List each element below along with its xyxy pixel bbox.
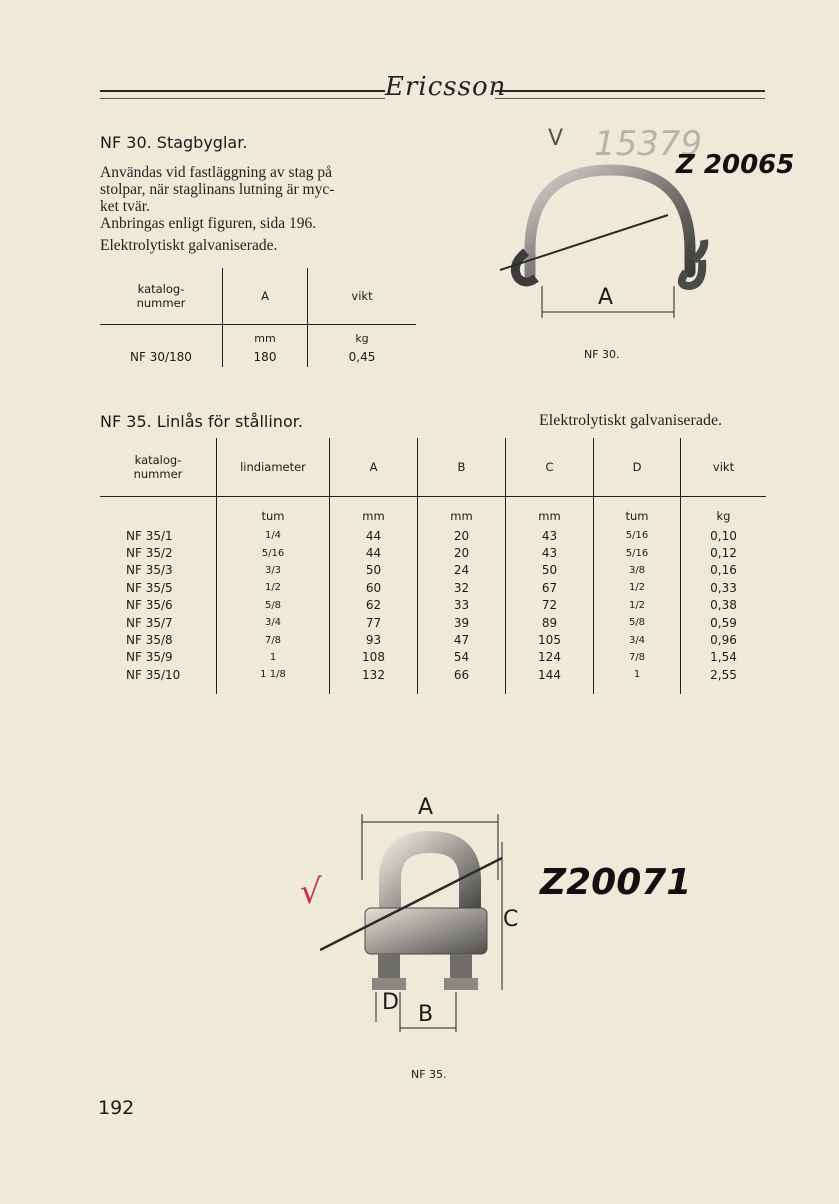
unit-cell: mm [418,497,506,528]
nf30-caption: NF 30. [584,348,620,361]
cell-c: 43 [506,527,594,544]
cell-a: 50 [330,562,418,579]
cell-c: 144 [506,666,594,693]
cell-weight: 2,55 [681,666,767,693]
cell-catalog: NF 35/3 [126,563,173,578]
col-header-line-diameter: lindiameter [217,438,330,497]
cell-catalog: NF 35/9 [126,650,173,665]
cell-c: 89 [506,614,594,631]
cell-b: 47 [418,631,506,648]
cell-weight: 1,54 [681,649,767,666]
col-header-weight: vikt [308,268,417,325]
nf35-title: NF 35. Linlås för stållinor. [100,412,303,431]
cell-d: 7/8 [594,649,681,666]
cell-weight: 0,59 [681,614,767,631]
faint-handwritten-number: 15379 [594,124,703,164]
nf35-dimension-label-b: B [418,1002,434,1027]
cell-c: 67 [506,579,594,596]
cell-d: 5/16 [594,527,681,544]
cell-a: 93 [330,631,418,648]
ericsson-logo: Ericsson [385,72,507,102]
cell-catalog: NF 35/1 [126,528,173,543]
col-header-a: A [223,268,308,325]
table-row [100,666,766,693]
table-units-row [100,497,766,528]
checkmark-top: V [548,126,564,151]
table-row [100,527,766,544]
nf30-desc-line: ket tvär. [100,198,150,215]
col-header-catalog: katalog- nummer [100,438,217,497]
cell-catalog: NF 35/10 [126,667,181,682]
cell-weight: 0,12 [681,544,767,561]
table-row [100,631,766,648]
cell-catalog: NF 35/2 [126,546,173,561]
nf35-galvanized-note: Elektrolytiskt galvaniserade. [539,412,723,429]
cell-line-diameter: 1 1/8 [217,666,330,693]
cell-d: 3/4 [594,631,681,648]
table-header-row [100,438,766,497]
table-units-row [100,325,416,348]
cell-d: 3/8 [594,562,681,579]
table-row [100,347,416,367]
cell-line-diameter: 1/2 [217,579,330,596]
cell-b: 20 [418,544,506,561]
cell-d: 1/2 [594,597,681,614]
nf35-dimension-label-d: D [382,990,399,1015]
cell-a: 132 [330,666,418,693]
cell-catalog: NF 30/180 [130,350,192,364]
table-row [100,562,766,579]
cell-b: 54 [418,649,506,666]
cell-weight: 0,38 [681,597,767,614]
unit-cell: mm [506,497,594,528]
cell-b: 20 [418,527,506,544]
table-row [100,649,766,666]
header-rule-right [495,90,765,99]
page-number: 192 [98,1097,135,1119]
col-header-c: C [506,438,594,497]
unit-cell: tum [594,497,681,528]
table-row [100,614,766,631]
cell-weight: 0,33 [681,579,767,596]
nf35-dimension-label-a: A [418,795,434,820]
col-header-d: D [594,438,681,497]
cell-line-diameter: 5/8 [217,597,330,614]
nf30-desc-line: stolpar, när staglinans lutning är myc- [100,181,335,198]
unit-cell: kg [681,497,767,528]
table-row [100,597,766,614]
col-header-a: A [330,438,418,497]
col-header-b: B [418,438,506,497]
nf35-caption: NF 35. [411,1068,447,1081]
cell-c: 105 [506,631,594,648]
unit-cell [100,325,223,348]
nf30-desc-line: Användas vid fastläggning av stag på [100,164,333,181]
nf30-mount-note: Anbringas enligt figuren, sida 196. [100,215,317,232]
cell-d: 5/8 [594,614,681,631]
cell-line-diameter: 1 [217,649,330,666]
cell-weight: 0,96 [681,631,767,648]
unit-cell [100,497,217,528]
cell-a: 60 [330,579,418,596]
cell-catalog: NF 35/6 [126,598,173,613]
cell-weight: 0,10 [681,527,767,544]
nf30-description [100,164,334,254]
nf30-title: NF 30. Stagbyglar. [100,133,248,152]
cell-weight: 0,45 [308,347,417,367]
cell-c: 43 [506,544,594,561]
cell-b: 32 [418,579,506,596]
unit-cell: mm [330,497,418,528]
cell-catalog: NF 35/7 [126,615,173,630]
cell-catalog: NF 35/5 [126,580,173,595]
unit-cell: kg [308,325,417,348]
cell-c: 72 [506,597,594,614]
unit-cell: mm [223,325,308,348]
cell-line-diameter: 5/16 [217,544,330,561]
cell-b: 24 [418,562,506,579]
cell-b: 66 [418,666,506,693]
cell-b: 39 [418,614,506,631]
cell-c: 124 [506,649,594,666]
nf35-table-body [100,527,766,694]
cell-line-diameter: 1/4 [217,527,330,544]
nf30-dimension-label-a: A [598,285,614,310]
cell-catalog: NF 35/8 [126,633,173,648]
red-checkmark: √ [300,872,322,912]
nf30-table [100,268,416,367]
col-header-weight: vikt [681,438,767,497]
table-row [100,544,766,561]
table-row [100,579,766,596]
unit-cell: tum [217,497,330,528]
cell-a: 62 [330,597,418,614]
handwritten-code-bottom: Z20071 [540,862,692,903]
cell-c: 50 [506,562,594,579]
col-header-catalog: katalog- nummer [100,268,223,325]
cell-line-diameter: 3/3 [217,562,330,579]
cell-line-diameter: 3/4 [217,614,330,631]
cell-a: 108 [330,649,418,666]
cell-line-diameter: 7/8 [217,631,330,648]
nf35-dimension-label-c: C [503,907,519,932]
cell-a: 77 [330,614,418,631]
cell-weight: 0,16 [681,562,767,579]
cell-a: 180 [223,347,308,367]
cell-a: 44 [330,544,418,561]
cell-d: 1 [594,666,681,693]
cell-b: 33 [418,597,506,614]
cell-d: 5/16 [594,544,681,561]
table-header-row [100,268,416,325]
header-rule-left [100,90,385,99]
nf30-galvanized-note: Elektrolytiskt galvaniserade. [100,237,278,254]
nf35-table [100,438,766,694]
cell-a: 44 [330,527,418,544]
cell-d: 1/2 [594,579,681,596]
handwritten-code-top: Z 20065 [676,150,795,180]
